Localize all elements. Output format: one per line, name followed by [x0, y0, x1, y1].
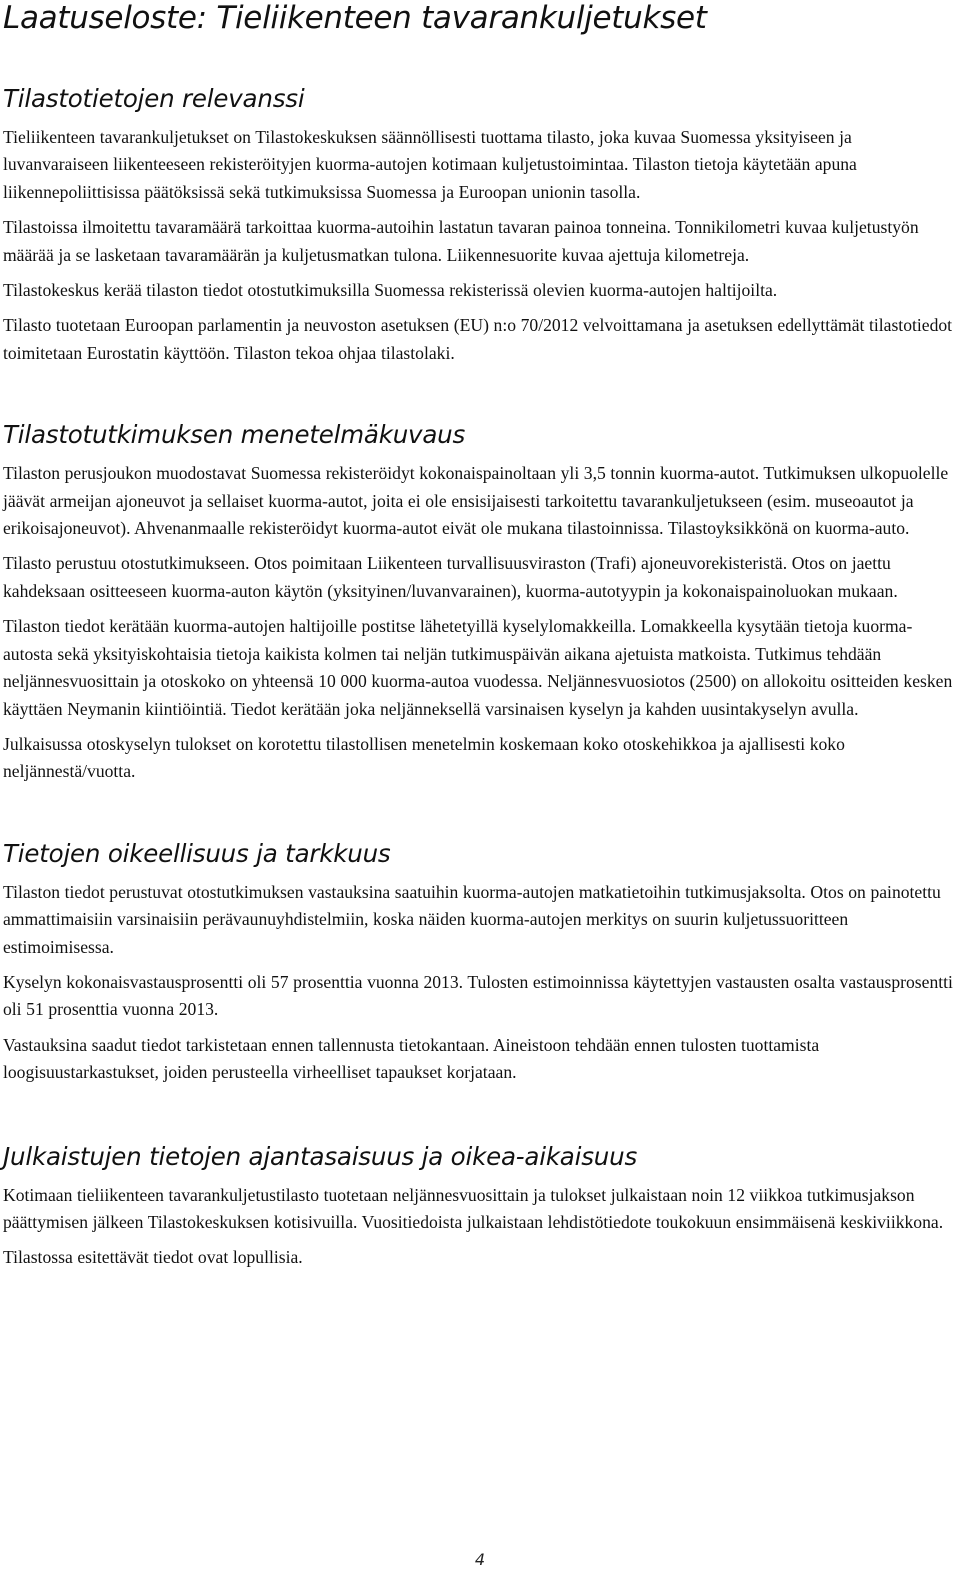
section-heading-relevance: Tilastotietojen relevanssi	[3, 84, 305, 113]
section-heading-methodology: Tilastotutkimuksen menetelmäkuvaus	[3, 420, 466, 450]
page-number: 4	[474, 1550, 486, 1569]
section-methodology	[3, 420, 957, 785]
paragraph: Tilasto tuotetaan Euroopan parlamentin ja neuvoston asetuksen (EU) n:o 70/2012 velvoittamana ja asetuksen edellyttämät tilastotiedot toimitetaan Eurostatin käyttöön. Tilaston tekoa ohjaa tilastolaki.	[3, 315, 953, 363]
paragraph: Vastauksina saadut tiedot tarkistetaan ennen tallennusta tietokantaan. Aineistoon tehdään ennen tulosten tuottamista loogisuustarkastukset, joiden perusteella virheelliset tapaukset korjataan.	[3, 1034, 820, 1083]
section-timeliness	[3, 1142, 957, 1272]
paragraph: Tilastoissa ilmoitettu tavaramäärä tarkoittaa kuorma-autoihin lastatun tavaran painoa tonneina. Tonnikilometri kuvaa kuljetustyön määrää ja se lasketaan tavaramäärän ja kuljetusmatkan tulona. Liikennesuorite kuvaa ajettuja kilometreja.	[3, 217, 919, 265]
paragraph: Tilaston tiedot perustuvat otostutkimuksen vastauksina saatuihin kuorma-autojen matkatietoihin tutkimusjaksolta. Otos on painotettu ammattimaisiin varsinaisiin perävaunuyhdistelmiin, koska näiden kuorma-autojen merkitys on suurin kuljetussuoritteen estimoimisessa.	[3, 881, 941, 957]
paragraph: Tieliikenteen tavarankuljetukset on Tilastokeskuksen säännöllisesti tuottama tilasto, joka kuvaa Suomessa yksityiseen ja luvanvaraiseen liikenteeseen rekisteröityjen kuorma-autojen kotimaan kuljetustoimintaa. Tilaston tietoja käytetään apuna liikennepoliittisissa päätöksissä sekä tutkimuksissa Suomessa ja Euroopan unionin tasolla.	[3, 127, 857, 202]
paragraph: Tilasto perustuu otostutkimukseen. Otos poimitaan Liikenteen turvallisuusviraston (Trafi) ajoneuvorekisteristä. Otos on jaettu kahdeksaan ositteeseen kuorma-auton käytön (yksityinen/luvanvarainen), kuorma-autotyypin ja kokonaispainoluokan mukaan.	[3, 553, 898, 601]
section-relevance	[3, 84, 957, 367]
paragraph: Tilastokeskus kerää tilaston tiedot otostutkimuksilla Suomessa rekisterissä olevien kuorma-autojen haltijoilta.	[3, 280, 778, 301]
paragraph: Julkaisussa otoskyselyn tulokset on korotettu tilastollisen menetelmin koskemaan koko otoskehikkoa ja ajallisesti koko neljännestä/vuotta.	[3, 733, 845, 782]
paragraph: Tilastossa esitettävät tiedot ovat lopullisia.	[3, 1247, 303, 1268]
document-title: Laatuseloste: Tieliikenteen tavarankuljetukset	[3, 0, 707, 36]
section-heading-timeliness: Julkaistujen tietojen ajantasaisuus ja oikea-aikaisuus	[3, 1141, 638, 1171]
section-heading-accuracy: Tietojen oikeellisuus ja tarkkuus	[3, 838, 391, 868]
section-accuracy	[3, 839, 957, 1087]
paragraph: Tilaston tiedot kerätään kuorma-autojen haltijoille postitse lähetetyillä kyselylomakkeilla. Lomakkeella kysytään tietoja kuorma-autosta sekä yksityiskohtaisia tietoja kaikista kolmen tai neljän tutkimuspäivän aikana ajetuista matkoista. Tutkimus tehdään neljännesvuosittain ja otoskoko on yhteensä 10 000 kuorma-autoa vuodessa. Neljännesvuosiotos (2500) on allokoitu ositteiden kesken käyttäen Neymanin kiintiöintiä. Tiedot kerätään joka neljänneksellä varsinaisen kyselyn ja kahden uusintakyselyn avulla.	[3, 616, 953, 719]
paragraph: Kotimaan tieliikenteen tavarankuljetustilasto tuotetaan neljännesvuosittain ja tulokset julkaistaan noin 12 viikkoa tutkimusjakson päättymisen jälkeen Tilastokeskuksen kotisivuilla. Vuositiedoista julkaistaan lehdistötiedote toukokuun ensimmäisenä keskiviikkona.	[3, 1184, 944, 1232]
paragraph: Tilaston perusjoukon muodostavat Suomessa rekisteröidyt kokonaispainoltaan yli 3,5 tonnin kuorma-autot. Tutkimuksen ulkopuolelle jäävät armeijan ajoneuvot ja sellaiset kuorma-autot, joita ei ole ensisijaisesti tarkoitettu tavarankuljetukseen (esim. museoautot ja erikoisajoneuvot). Ahvenanmaalle rekisteröidyt kuorma-autot eivät ole mukana tilastoinnissa. Tilastoyksikkönä on kuorma-auto.	[3, 463, 949, 539]
paragraph: Kyselyn kokonaisvastausprosentti oli 57 prosenttia vuonna 2013. Tulosten estimoinnissa käytettyjen vastausten osalta vastausprosentti oli 51 prosenttia vuonna 2013.	[3, 971, 953, 1020]
document-page	[3, 0, 957, 1280]
